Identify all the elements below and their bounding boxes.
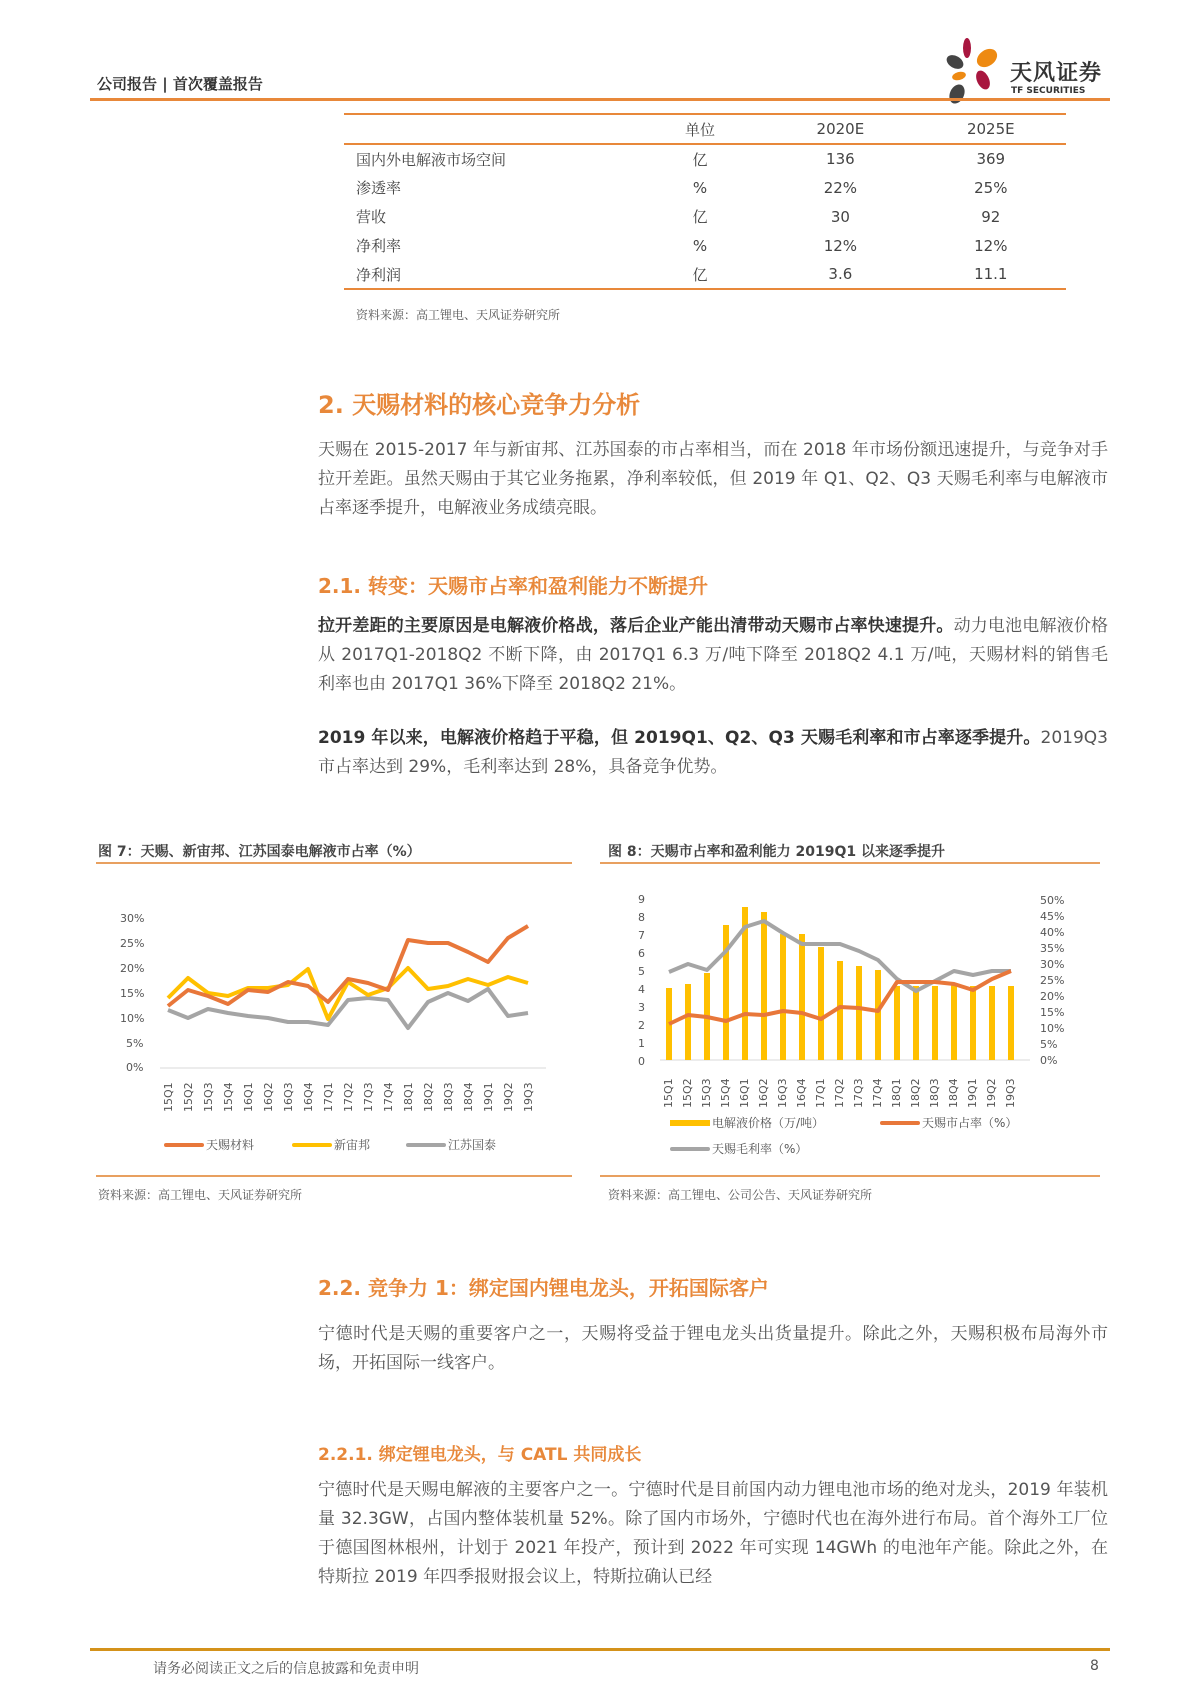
y-tick-left: 6	[638, 947, 645, 960]
cell: 亿	[692, 208, 708, 226]
x-tick: 16Q4	[302, 1082, 315, 1112]
y-tick-right: 20%	[1040, 990, 1065, 1003]
cell: 92	[981, 207, 1001, 226]
legend-label: 电解液价格（万/吨）	[712, 1116, 825, 1130]
legend-swatch-icon	[880, 1121, 920, 1125]
legend-item	[406, 1136, 496, 1153]
market-forecast-table	[344, 113, 1066, 290]
x-tick: 15Q1	[662, 1078, 675, 1108]
legend-item	[880, 1114, 1017, 1131]
x-tick: 18Q1	[890, 1078, 903, 1108]
cell: 3.6	[765, 260, 915, 289]
legend-label: 新宙邦	[334, 1138, 371, 1152]
section-paragraph: 宁德时代是天赐电解液的主要客户之一。宁德时代是目前国内动力锂电池市场的绝对龙头，2019 年装机量 32.3GW，占国内整体装机量 52%。除了国内市场外，宁德时代也在海外进行布局。首个海外工厂位于德国图林根州，计划于 2021 年投产，预计到 2022 年可实现 14GWh 的电池年产能。除此之外，在特斯拉 2019 年四季报财报会议上，特斯拉确认已经	[318, 1480, 1108, 1587]
x-tick: 18Q3	[928, 1078, 941, 1108]
x-tick: 16Q2	[757, 1078, 770, 1108]
body-text: 动力电池电解液价格从 2017Q1-2018Q2 不断下降，由 2017Q1 6.3 万/吨下降至 2018Q2 4.1 万/吨，天赐材料的销售毛利率也由 2017Q1 36%下降至 2018Q2 21%。	[318, 616, 1109, 694]
y-tick: 10%	[120, 1012, 145, 1025]
row-label: 净利润	[344, 260, 635, 289]
x-tick: 16Q2	[262, 1082, 275, 1112]
cell: 12%	[823, 236, 858, 255]
figure-8-title: 图 8：天赐市占率和盈利能力 2019Q1 以来逐季提升	[608, 844, 945, 860]
row-label: 净利率	[356, 237, 402, 255]
y-tick-left: 3	[638, 1001, 645, 1014]
x-tick: 15Q2	[182, 1082, 195, 1112]
y-tick: 5%	[126, 1037, 144, 1050]
cell: 22%	[823, 178, 858, 197]
y-tick-left: 7	[638, 929, 645, 942]
logo-name: 天风证券	[1010, 61, 1103, 86]
x-tick: 19Q3	[522, 1082, 535, 1112]
y-tick-right: 15%	[1040, 1006, 1065, 1019]
y-tick-left: 4	[638, 983, 645, 996]
y-tick-right: 0%	[1040, 1054, 1058, 1067]
report-type: 公司报告 | 首次覆盖报告	[97, 75, 263, 93]
legend-label: 天赐毛利率（%）	[712, 1142, 808, 1156]
table-row	[344, 260, 1066, 289]
x-tick: 19Q1	[482, 1082, 495, 1112]
page-number: 8	[1090, 1658, 1099, 1674]
figure-7-source: 资料来源：高工锂电、天风证券研究所	[98, 1188, 303, 1202]
x-tick: 17Q2	[833, 1078, 846, 1108]
section-paragraph	[318, 724, 1108, 782]
y-tick-left: 9	[638, 893, 645, 906]
x-tick: 17Q2	[342, 1082, 355, 1112]
x-tick: 17Q1	[322, 1082, 335, 1112]
cell: 亿	[692, 150, 708, 169]
emphasis-text: 2019 年以来，电解液价格趋于平稳，但 2019Q1、Q2、Q3 天赐毛利率和市占率逐季提升。	[318, 728, 1041, 748]
table-header-row	[344, 114, 1066, 144]
price-bars	[666, 907, 1014, 1060]
cell: 25%	[974, 178, 1008, 197]
cell: %	[692, 178, 708, 197]
cell: 369	[976, 150, 1006, 168]
x-tick: 19Q3	[1004, 1078, 1017, 1108]
y-tick-left: 0	[638, 1055, 645, 1068]
x-tick: 18Q1	[402, 1082, 415, 1112]
cell: 11.1	[916, 260, 1066, 289]
footer-divider	[90, 1648, 1110, 1651]
legend-swatch-icon	[670, 1120, 710, 1126]
x-tick: 16Q4	[795, 1078, 808, 1108]
legend-label: 江苏国泰	[448, 1138, 497, 1152]
x-tick: 16Q1	[242, 1082, 255, 1112]
table-row	[344, 173, 1066, 202]
legend-label: 天赐材料	[206, 1138, 255, 1152]
cell: 12%	[974, 236, 1008, 255]
y-tick-right: 40%	[1040, 926, 1065, 939]
section-paragraph: 天赐在 2015-2017 年与新宙邦、江苏国泰的市占率相当，而在 2018 年市场份额迅速提升，与竞争对手拉开差距。虽然天赐由于其它业务拖累，净利率较低，但 2019 年 Q1、Q2、Q3 天赐毛利率与电解液市占率逐季提升，电解液业务成绩亮眼。	[318, 440, 1108, 518]
section-paragraph: 宁德时代是天赐的重要客户之一，天赐将受益于锂电龙头出货量提升。除此之外，天赐积极布局海外市场，开拓国际一线客户。	[318, 1324, 1108, 1373]
y-tick-left: 2	[638, 1019, 645, 1032]
y-tick-left: 8	[638, 911, 645, 924]
legend-item	[670, 1140, 807, 1157]
x-tick: 18Q2	[909, 1078, 922, 1108]
y-tick-right: 25%	[1040, 974, 1065, 987]
legend-item	[670, 1114, 824, 1131]
table-row	[344, 202, 1066, 231]
column-header	[344, 114, 635, 144]
y-tick-right: 10%	[1040, 1022, 1065, 1035]
column-header: 2025E	[916, 114, 1066, 144]
x-tick: 17Q4	[382, 1082, 395, 1112]
x-tick: 15Q2	[681, 1078, 694, 1108]
x-tick: 18Q4	[947, 1078, 960, 1108]
column-header: 单位	[635, 114, 765, 144]
column-header: 2020E	[765, 114, 915, 144]
x-tick: 19Q2	[985, 1078, 998, 1108]
row-label: 营收	[356, 208, 387, 226]
header-divider	[90, 98, 1110, 101]
y-tick-right: 35%	[1040, 942, 1065, 955]
x-tick: 19Q1	[966, 1078, 979, 1108]
row-label: 国内外电解液市场空间	[356, 150, 507, 169]
x-tick: 15Q3	[202, 1082, 215, 1112]
legend-item	[164, 1136, 254, 1153]
legend-swatch-icon	[292, 1143, 332, 1147]
figure-8-source: 资料来源：高工锂电、公司公告、天风证券研究所	[608, 1188, 873, 1202]
section-paragraph	[318, 612, 1108, 699]
figure-7-chart	[96, 880, 572, 1170]
y-tick: 30%	[120, 912, 145, 925]
table-row	[344, 144, 1066, 173]
y-tick-left: 1	[638, 1037, 645, 1050]
cell: 136	[826, 150, 855, 168]
x-tick: 15Q4	[719, 1078, 732, 1108]
x-tick: 17Q4	[871, 1078, 884, 1108]
body-text: 2019Q3 市占率达到 29%，毛利率达到 28%，具备竞争优势。	[318, 728, 1108, 777]
figure-divider	[96, 1175, 572, 1177]
figure-divider	[600, 862, 1100, 864]
subsection-heading: 2.1. 转变：天赐市占率和盈利能力不断提升	[318, 574, 708, 598]
x-tick: 16Q1	[738, 1078, 751, 1108]
x-tick: 17Q1	[814, 1078, 827, 1108]
x-tick: 15Q3	[700, 1078, 713, 1108]
x-tick: 18Q2	[422, 1082, 435, 1112]
x-tick: 15Q4	[222, 1082, 235, 1112]
emphasis-text: 拉开差距的主要原因是电解液价格战，落后企业产能出清带动天赐市占率快速提升。	[318, 616, 954, 636]
figure-7-plot	[96, 880, 572, 1170]
x-tick: 16Q3	[282, 1082, 295, 1112]
figure-divider	[600, 1175, 1100, 1177]
y-tick: 0%	[126, 1061, 144, 1074]
y-tick: 20%	[120, 962, 145, 975]
x-tick: 19Q2	[502, 1082, 515, 1112]
y-tick-right: 30%	[1040, 958, 1065, 971]
legend-swatch-icon	[670, 1147, 710, 1151]
y-tick-right: 50%	[1040, 894, 1065, 907]
row-label: 渗透率	[356, 179, 402, 197]
x-tick: 18Q3	[442, 1082, 455, 1112]
y-tick: 25%	[120, 937, 145, 950]
x-tick: 17Q3	[852, 1078, 865, 1108]
section-heading: 2. 天赐材料的核心竞争力分析	[318, 391, 641, 419]
x-tick: 17Q3	[362, 1082, 375, 1112]
figure-divider	[96, 862, 572, 864]
legend-swatch-icon	[406, 1143, 446, 1147]
legend-item	[292, 1136, 370, 1153]
y-tick-left: 5	[638, 965, 645, 978]
y-tick-right: 45%	[1040, 910, 1065, 923]
y-tick-right: 5%	[1040, 1038, 1058, 1051]
figure-8-chart	[600, 880, 1100, 1175]
subsubsection-heading: 2.2.1. 绑定锂电龙头，与 CATL 共同成长	[318, 1445, 642, 1465]
cell: 30	[830, 207, 850, 226]
disclaimer-text: 请务必阅读正文之后的信息披露和免责申明	[153, 1661, 419, 1677]
table-row	[344, 231, 1066, 260]
subsection-heading: 2.2. 竞争力 1：绑定国内锂电龙头，开拓国际客户	[318, 1276, 769, 1300]
cell: %	[692, 236, 708, 255]
table-source: 资料来源：高工锂电、天风证券研究所	[356, 308, 561, 322]
x-tick: 15Q1	[162, 1082, 175, 1112]
figure-7-title: 图 7：天赐、新宙邦、江苏国泰电解液市占率（%）	[98, 844, 421, 860]
legend-swatch-icon	[164, 1143, 204, 1147]
y-tick: 15%	[120, 987, 145, 1000]
logo-subtitle: TF SECURITIES	[1011, 86, 1086, 96]
cell: 亿	[635, 260, 765, 289]
x-tick: 18Q4	[462, 1082, 475, 1112]
legend-label: 天赐市占率（%）	[922, 1116, 1018, 1130]
x-tick: 16Q3	[776, 1078, 789, 1108]
